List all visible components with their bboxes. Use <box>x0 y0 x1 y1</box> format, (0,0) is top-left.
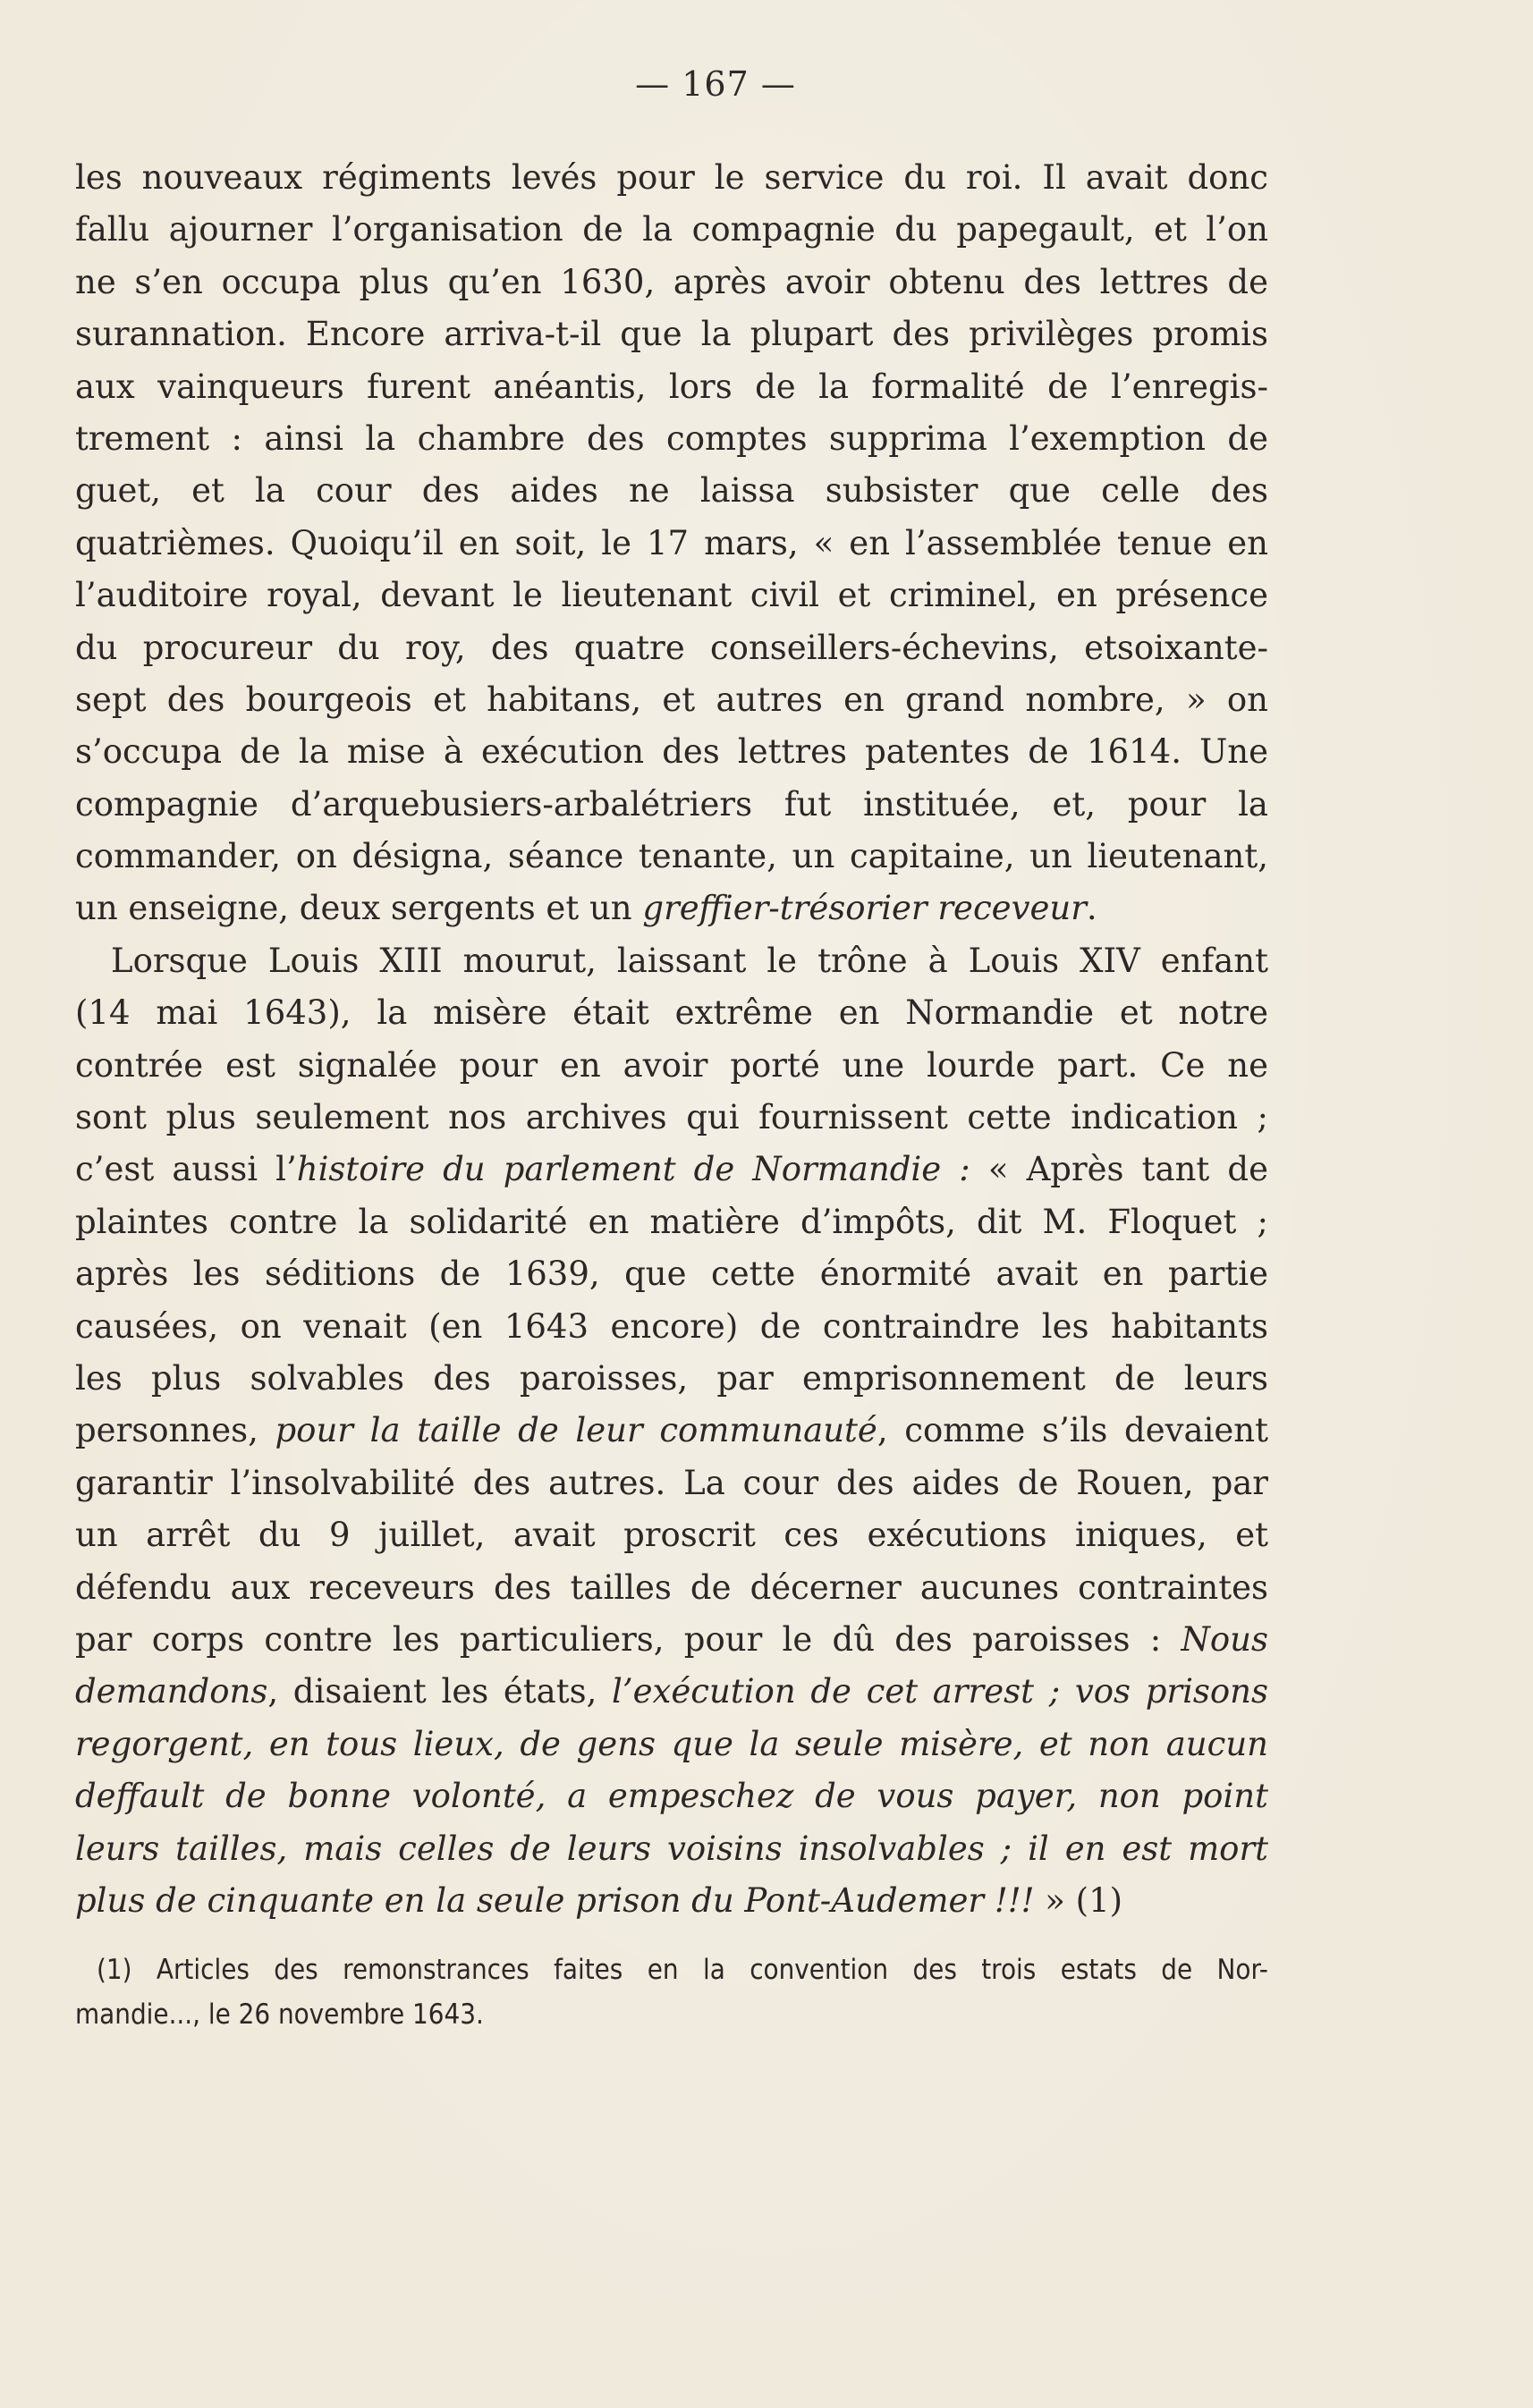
text-run-italic: pour la taille de leur communauté <box>275 1411 877 1450</box>
text-run: c’est aussi l’ <box>75 1150 297 1189</box>
text-line: Lorsque Louis XIII mourut, laissant le trône à Louis XIV enfant <box>111 941 1268 980</box>
text-run: personnes, <box>75 1411 275 1450</box>
text-line: garantir l’insolvabilité des autres. La cour des aides de Rouen, par <box>75 1463 1268 1502</box>
text-line <box>75 1719 1268 1770</box>
text-line <box>75 1875 1268 1927</box>
text-run: , comme s’ils devaient <box>877 1411 1268 1450</box>
text-line: (14 mai 1643), la misère était extrême en Normandie et notre <box>75 993 1268 1033</box>
text-run: « Après tant de <box>970 1150 1268 1189</box>
footnote-line: (1) Articles des remonstrances faites en la convention des trois estats de Nor- <box>97 1954 1268 1986</box>
text-line: quatrièmes. Quoiqu’il en soit, le 17 mars, « en l’assemblée tenue en <box>75 523 1268 562</box>
text-line: contrée est signalée pour en avoir porté une lourde part. Ce ne <box>75 1045 1268 1085</box>
footnote-line: mandie..., le 26 novembre 1643. <box>75 1998 484 2031</box>
text-line: aux vainqueurs furent anéantis, lors de la formalité de l’enregis- <box>75 367 1268 406</box>
text-line <box>75 1666 1268 1718</box>
text-line: sont plus seulement nos archives qui fournissent cette indication ; <box>75 1098 1268 1137</box>
page-number: — 167 — <box>635 64 796 104</box>
text-run-italic: plus de cinquante en la seule prison du Pont-Audemer !!! <box>75 1880 1035 1920</box>
text-run: un enseigne, deux sergents et un <box>75 889 643 928</box>
text-run-italic: regorgent, en tous lieux, de gens que la seule misère, et non aucun <box>75 1724 1268 1763</box>
text-line: compagnie d’arquebusiers-arbalétriers fut instituée, et, pour la <box>75 784 1268 824</box>
text-run: . <box>1086 889 1097 928</box>
text-line <box>75 1405 1268 1457</box>
text-run: » (1) <box>1034 1880 1123 1920</box>
text-run: par corps contre les particuliers, pour le dû des paroisses : <box>75 1619 1182 1659</box>
text-line: plaintes contre la solidarité en matière d’impôts, dit M. Floquet ; <box>75 1202 1268 1241</box>
text-line: fallu ajourner l’organisation de la compagnie du papegault, et l’on <box>75 210 1268 249</box>
text-line <box>75 1770 1268 1822</box>
text-run-italic: histoire du parlement de Normandie : <box>296 1150 970 1189</box>
text-line: trement : ainsi la chambre des comptes supprima l’exemption de <box>75 418 1268 458</box>
text-line: ne s’en occupa plus qu’en 1630, après avoir obtenu des lettres de <box>75 262 1268 301</box>
text-line <box>75 1614 1268 1666</box>
text-line: un arrêt du 9 juillet, avait proscrit ces exécutions iniques, et <box>75 1516 1268 1555</box>
text-run-italic: Nous <box>1181 1619 1268 1659</box>
text-line <box>75 883 1268 934</box>
text-run-italic: deffault de bonne volonté, a empeschez de vous payer, non point <box>75 1777 1268 1816</box>
text-line: du procureur du roy, des quatre conseillers-échevins, etsoixante- <box>75 628 1268 667</box>
text-run-italic: l’exécution de cet arrest ; vos prisons <box>612 1672 1268 1711</box>
text-line: causées, on venait (en 1643 encore) de contraindre les habitants <box>75 1306 1268 1346</box>
text-run: , disaient les états, <box>267 1672 613 1711</box>
text-line: sept des bourgeois et habitans, et autres en grand nombre, » on <box>75 680 1268 719</box>
body-text <box>75 152 1268 1927</box>
text-run-italic: greffier-trésorier receveur <box>642 889 1087 928</box>
text-line: les nouveaux régiments levés pour le service du roi. Il avait donc <box>75 158 1268 197</box>
text-line: après les séditions de 1639, que cette énormité avait en partie <box>75 1255 1268 1294</box>
text-line: l’auditoire royal, devant le lieutenant civil et criminel, en présence <box>75 576 1268 615</box>
text-line <box>75 1144 1268 1196</box>
text-line <box>75 1823 1268 1875</box>
text-run-italic: leurs tailles, mais celles de leurs voisins insolvables ; il en est mort <box>75 1829 1268 1868</box>
text-run-italic: demandons <box>75 1672 268 1711</box>
text-line: guet, et la cour des aides ne laissa subsister que celle des <box>75 471 1268 511</box>
text-line: s’occupa de la mise à exécution des lettres patentes de 1614. Une <box>75 732 1268 772</box>
text-line: surannation. Encore arriva-t-il que la plupart des privilèges promis <box>75 315 1268 354</box>
text-line: défendu aux receveurs des tailles de décerner aucunes contraintes <box>75 1567 1268 1607</box>
footnote <box>75 1948 1268 2037</box>
text-line: les plus solvables des paroisses, par emprisonnement de leurs <box>75 1358 1268 1398</box>
text-line: commander, on désigna, séance tenante, un capitaine, un lieutenant, <box>75 837 1268 876</box>
